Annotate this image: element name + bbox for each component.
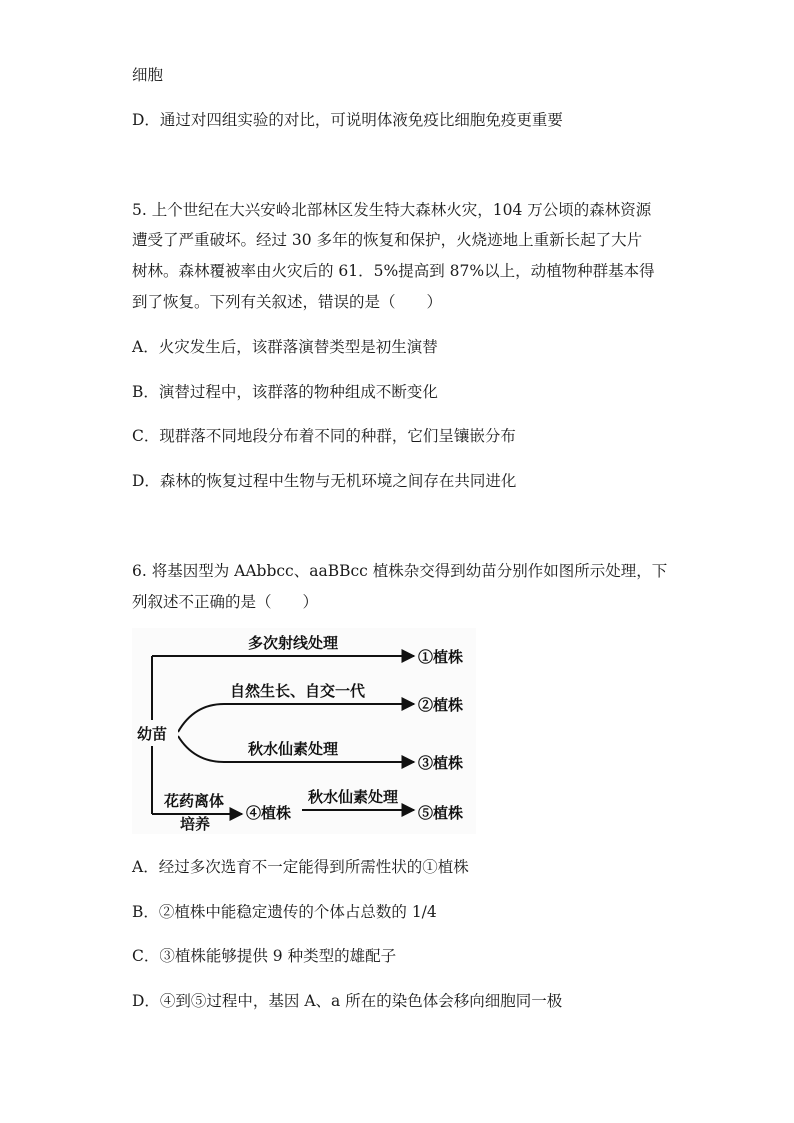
prev-question-option-d: D．通过对四组实验的对比，可说明体液免疫比细胞免疫更重要 (132, 111, 563, 129)
q6-option-b: B．②植株中能稳定遗传的个体占总数的 1/4 (132, 903, 437, 921)
q5-stem-line-1: 5. 上个世纪在大兴安岭北部林区发生特大森林火灾，104 万公顷的森林资源 (132, 201, 652, 219)
prev-question-tail: 细胞 (132, 66, 164, 84)
q6-option-c: C．③植株能够提供 9 种类型的雄配子 (132, 947, 397, 965)
branch5-label: 秋水仙素处理 (308, 788, 399, 806)
q5-stem-line-2: 遭受了严重破坏。经过 30 多年的恢复和保护，火烧迹地上重新长起了大片 (132, 231, 643, 249)
q5-option-a: A．火灾发生后，该群落演替类型是初生演替 (132, 338, 438, 356)
q5-option-c: C．现群落不同地段分布着不同的种群，它们呈镶嵌分布 (132, 427, 516, 445)
branch4-label-bottom: 培养 (180, 815, 211, 833)
branch4-label-top: 花药离体 (164, 792, 225, 810)
branch4-result: ④植株 (246, 804, 292, 822)
seedling-label: 幼苗 (137, 725, 168, 743)
branch2-result: ②植株 (418, 696, 464, 714)
q5-stem-line-3: 树林。森林覆被率由火灾后的 61．5%提高到 87%以上，动植物种群基本得 (132, 262, 655, 280)
branch1-result: ①植株 (418, 648, 464, 666)
q5-option-d: D．森林的恢复过程中生物与无机环境之间存在共同进化 (132, 472, 517, 490)
q6-stem-line-2: 列叙述不正确的是（ ） (132, 593, 319, 611)
q5-stem-line-4: 到了恢复。下列有关叙述，错误的是（ ） (132, 293, 443, 311)
branch2-arrow (178, 704, 414, 732)
q5-option-b: B．演替过程中，该群落的物种组成不断变化 (132, 383, 438, 401)
breeding-diagram (132, 628, 476, 834)
q6-option-d: D．④到⑤过程中，基因 A、a 所在的染色体会移向细胞同一极 (132, 992, 563, 1010)
branch3-result: ③植株 (418, 754, 464, 772)
q6-option-a: A．经过多次选育不一定能得到所需性状的①植株 (132, 858, 469, 876)
q6-stem-line-1: 6. 将基因型为 AAbbcc、aaBBcc 植株杂交得到幼苗分别作如图所示处理，下 (132, 562, 668, 580)
breeding-diagram-svg (132, 628, 476, 834)
branch5-result: ⑤植株 (418, 804, 464, 822)
branch1-label: 多次射线处理 (248, 634, 339, 652)
branch3-label: 秋水仙素处理 (248, 740, 339, 758)
branch2-label: 自然生长、自交一代 (230, 682, 366, 700)
